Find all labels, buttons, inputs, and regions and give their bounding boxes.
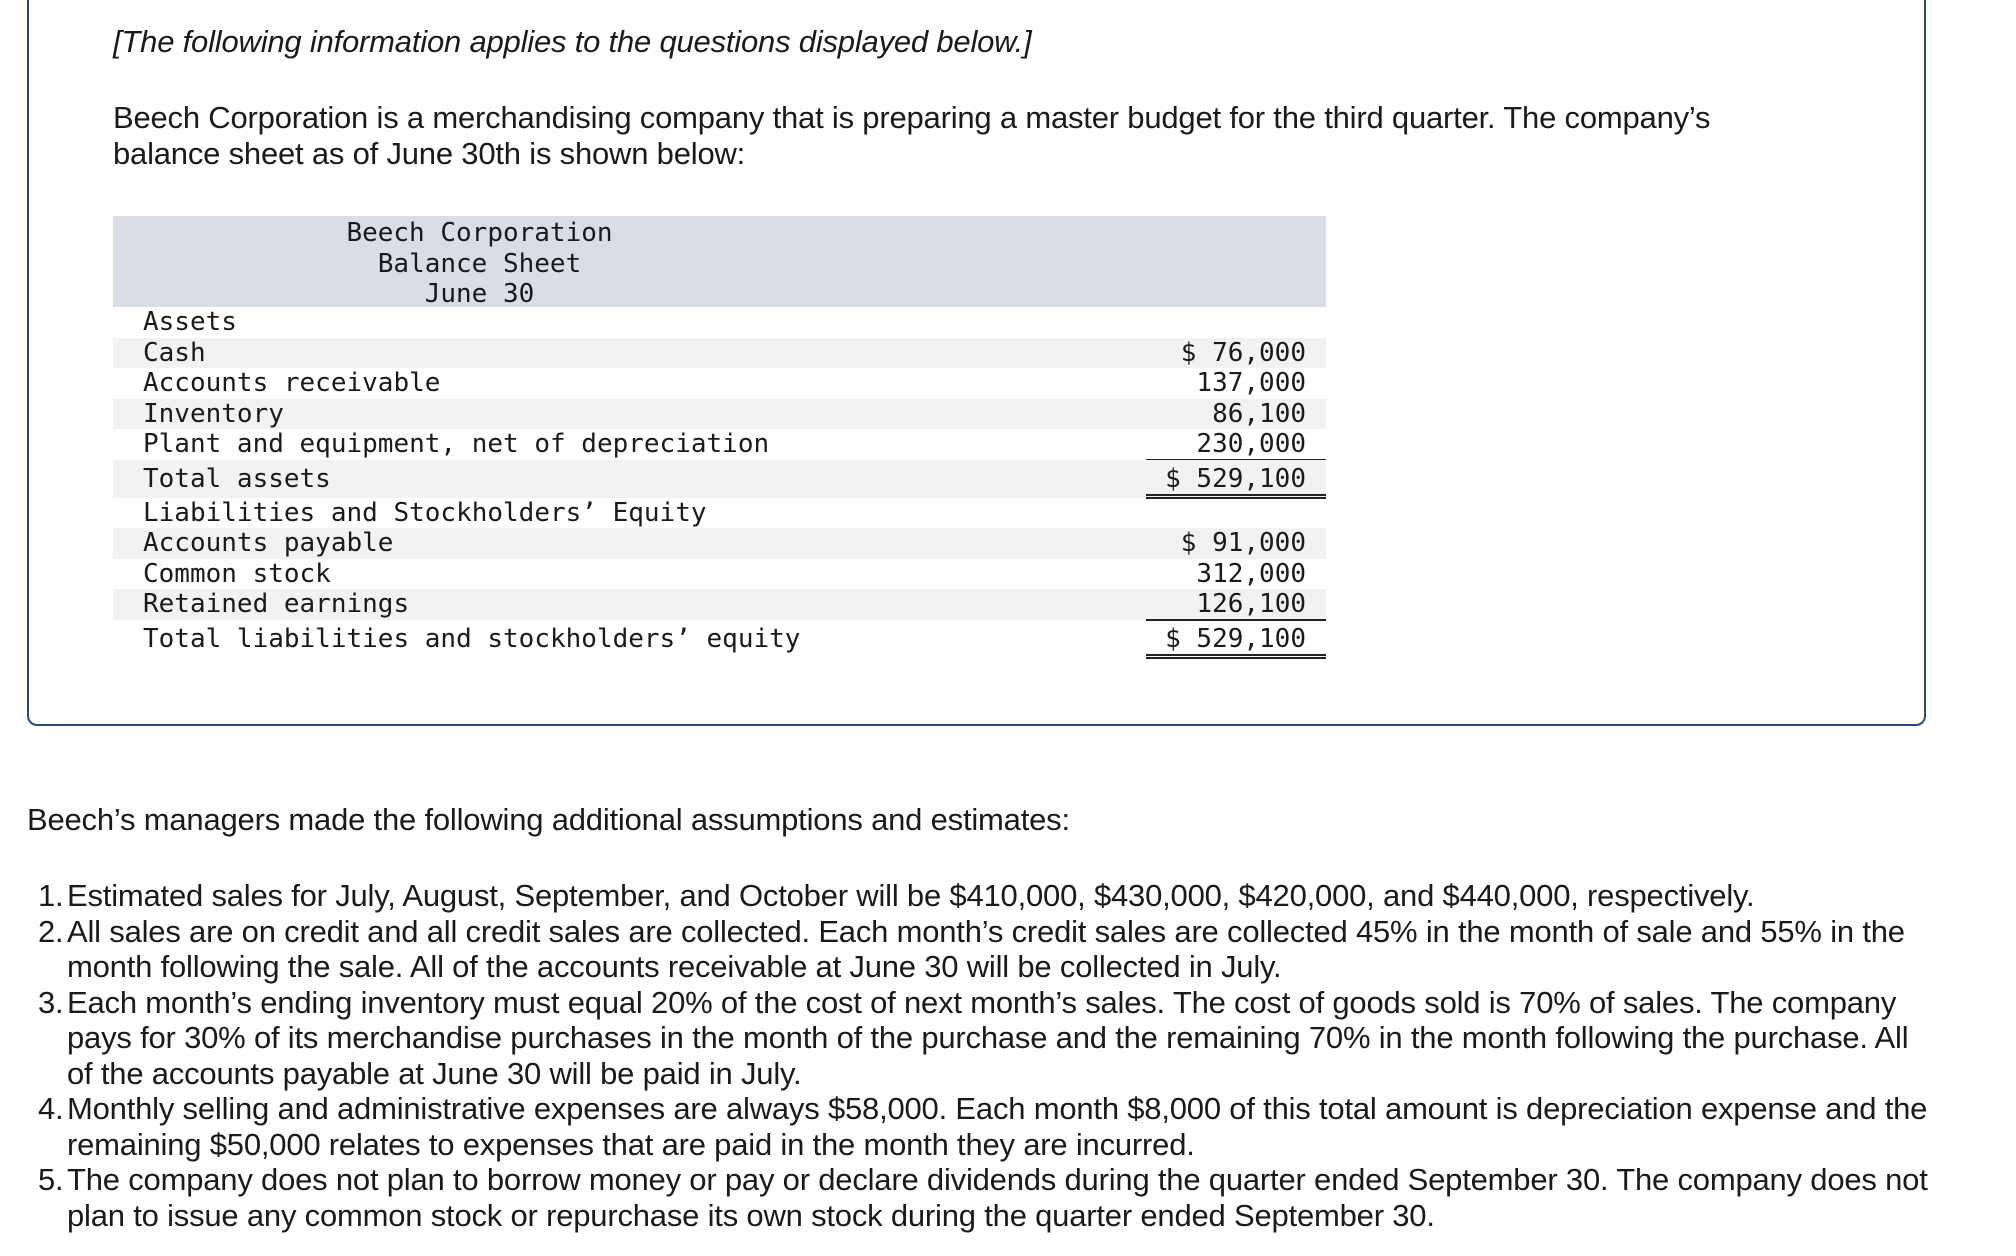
company-name: Beech Corporation — [346, 218, 613, 248]
row-label: Accounts payable — [143, 528, 394, 558]
table-row — [113, 368, 1326, 399]
row-amount: 312,000 — [1196, 558, 1306, 589]
item-text: All sales are on credit and all credit sales are collected. Each month’s credit sales are collected 45% in the month of sale and 55% in the month following the sale. All of the accounts receivable at June 30 will be collected in July. — [67, 913, 1905, 984]
list-item — [38, 985, 1938, 1092]
table-row — [113, 399, 1326, 430]
list-item — [38, 1091, 1938, 1162]
assets-heading-row — [113, 307, 1326, 338]
assumptions-list — [38, 878, 1938, 1233]
row-label: Total assets — [143, 463, 331, 494]
liabilities-heading-row — [113, 498, 1326, 529]
row-amount: $ 76,000 — [1180, 337, 1306, 368]
row-label: Common stock — [143, 558, 331, 589]
total-assets-row — [113, 460, 1326, 498]
row-amount: $ 529,100 — [1165, 463, 1306, 494]
row-amount: $ 529,100 — [1165, 623, 1306, 654]
balance-sheet-table — [113, 216, 1326, 658]
item-number: 2. — [38, 913, 64, 949]
list-item — [38, 1162, 1938, 1233]
row-label: Cash — [143, 337, 206, 368]
intro-paragraph: Beech Corporation is a merchandising company that is preparing a master budget for the third quarter. The company’s balance sheet as of June 30th is shown below: — [113, 100, 1711, 171]
row-label: Retained earnings — [143, 589, 410, 619]
row-label: Accounts receivable — [143, 368, 441, 398]
item-text: Estimated sales for July, August, September, and October will be $410,000, $430,000, $420,000, and $440,000, respectively. — [67, 878, 1755, 913]
item-text: Each month’s ending inventory must equal 20% of the cost of next month’s sales. The cost of goods sold is 70% of sales. The company pays for 30% of its merchandise purchases in the month of the purchase and the remaining 70% in the month following the purchase. All of the accounts payable at June 30 will be paid in July. — [67, 984, 1909, 1091]
list-item — [38, 878, 1938, 914]
row-label: Inventory — [143, 398, 284, 429]
row-amount: 126,100 — [1196, 589, 1306, 619]
total-double-rule — [1146, 654, 1326, 659]
assumptions-intro: Beech’s managers made the following additional assumptions and estimates: — [27, 802, 1070, 837]
intro-note: [The following information applies to the questions displayed below.] — [113, 24, 1032, 59]
assets-heading: Assets — [143, 307, 237, 337]
row-amount: 137,000 — [1196, 368, 1306, 398]
item-text: The company does not plan to borrow money or pay or declare dividends during the quarter ended September 30. The company does not plan to issue any common stock or repurchase its own stock during the quarter ended September 30. — [67, 1162, 1928, 1233]
item-number: 3. — [38, 984, 64, 1020]
table-row — [113, 338, 1326, 369]
row-amount: 86,100 — [1212, 398, 1306, 429]
item-number: 1. — [38, 878, 64, 913]
row-amount: 230,000 — [1196, 429, 1306, 459]
total-liabilities-row — [113, 620, 1326, 658]
row-label: Plant and equipment, net of depreciation — [143, 429, 770, 459]
item-text: Monthly selling and administrative expenses are always $58,000. Each month $8,000 of this total amount is depreciation expense and the remaining $50,000 relates to expenses that are paid in the month they are incurred. — [67, 1091, 1928, 1162]
table-row — [113, 429, 1326, 460]
item-number: 5. — [38, 1162, 64, 1197]
row-label: Total liabilities and stockholders’ equity — [143, 623, 801, 654]
list-item — [38, 914, 1938, 985]
statement-title: Balance Sheet — [377, 248, 582, 279]
table-row — [113, 559, 1326, 590]
statement-date: June 30 — [424, 279, 535, 309]
item-number: 4. — [38, 1091, 64, 1126]
table-row — [113, 589, 1326, 620]
row-amount: $ 91,000 — [1180, 528, 1306, 558]
balance-sheet-header — [113, 216, 1326, 307]
liabilities-heading: Liabilities and Stockholders’ Equity — [143, 497, 707, 528]
table-row — [113, 528, 1326, 559]
